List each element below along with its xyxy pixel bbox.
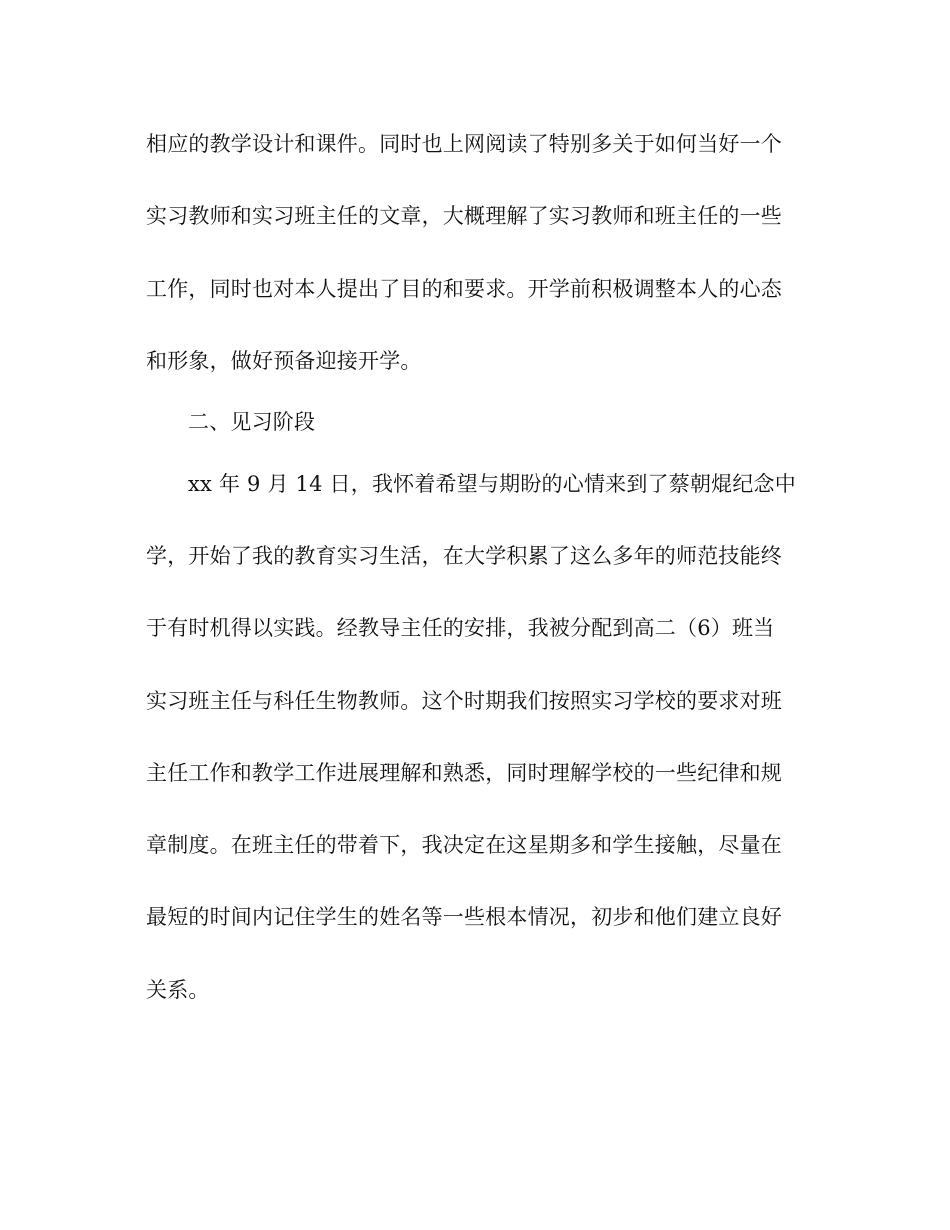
paragraph-line: 学，开始了我的教育实习生活，在大学积累了这么多年的师范技能终 xyxy=(146,544,782,568)
paragraph-line: 实习教师和实习班主任的文章，大概理解了实习教师和班主任的一些 xyxy=(146,204,782,228)
paragraph-line: xx 年 9 月 14 日，我怀着希望与期盼的心情来到了蔡朝焜纪念中 xyxy=(188,472,796,496)
paragraph-line: 实习班主任与科任生物教师。这个时期我们按照实习学校的要求对班 xyxy=(146,689,782,713)
paragraph-line: 关系。 xyxy=(146,978,210,1002)
paragraph-line: 最短的时间内记住学生的姓名等一些根本情况，初步和他们建立良好 xyxy=(146,905,782,929)
section-heading: 二、见习阶段 xyxy=(188,410,316,434)
paragraph-line: 章制度。在班主任的带着下，我决定在这星期多和学生接触，尽量在 xyxy=(146,833,782,857)
paragraph-line: 相应的教学设计和课件。同时也上网阅读了特别多关于如何当好一个 xyxy=(146,132,782,156)
paragraph-line: 主任工作和教学工作进展理解和熟悉，同时理解学校的一些纪律和规 xyxy=(146,761,782,785)
paragraph-line: 和形象，做好预备迎接开学。 xyxy=(146,349,422,373)
paragraph-line: 工作，同时也对本人提出了目的和要求。开学前积极调整本人的心态 xyxy=(146,277,782,301)
paragraph-line: 于有时机得以实践。经教导主任的安排，我被分配到高二（6）班当 xyxy=(146,616,775,640)
